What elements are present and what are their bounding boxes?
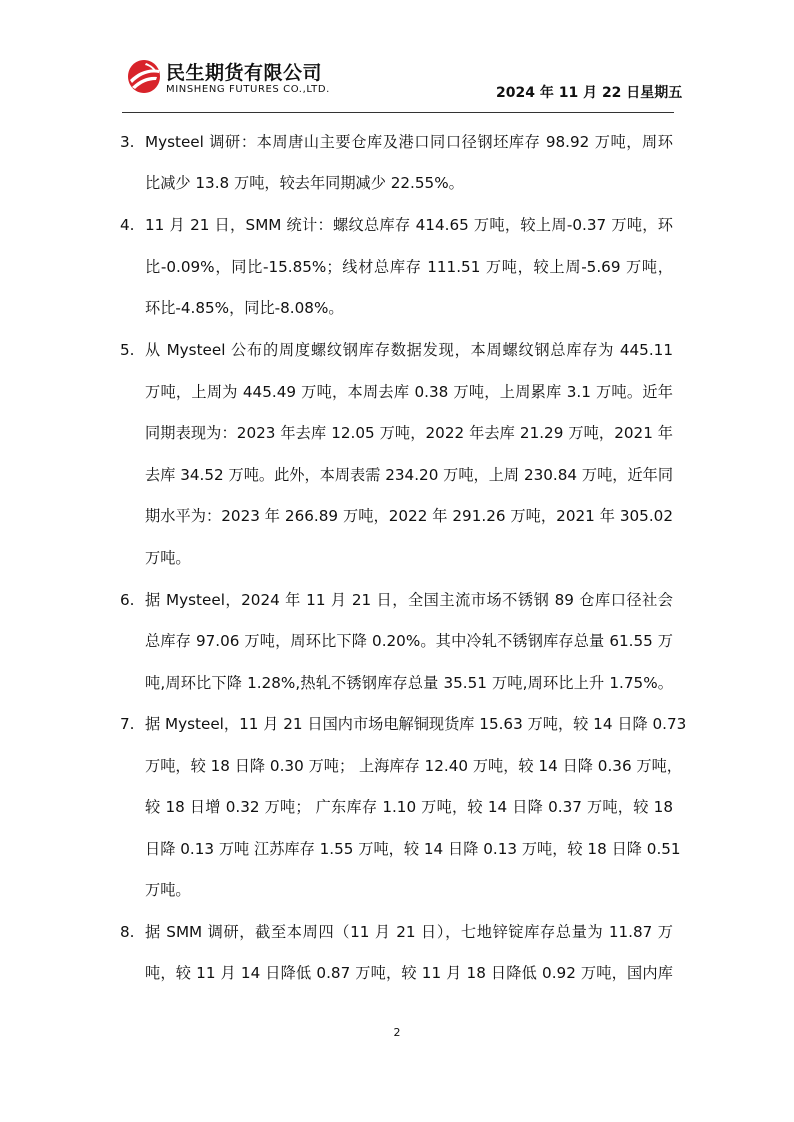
list-item-line: 万吨。 — [145, 549, 191, 567]
list-item-line: 吨,周环比下降 1.28%,热轧不锈钢库存总量 35.51 万吨,周环比上升 1.75%。 — [145, 674, 673, 692]
list-item-line: 从 Mysteel 公布的周度螺纹钢库存数据发现，本周螺纹钢总库存为 445.11 — [145, 341, 673, 359]
list-item-number: 6. — [120, 591, 135, 609]
list-item-line: 日降 0.13 万吨 江苏库存 1.55 万吨，较 14 日降 0.13 万吨，较 18 日降 0.51 — [145, 840, 681, 858]
list-item-line: 较 18 日增 0.32 万吨； 广东库存 1.10 万吨，较 14 日降 0.37 万吨，较 18 — [145, 798, 673, 816]
minsheng-logo-icon — [126, 58, 162, 96]
list-item-number: 7. — [120, 715, 135, 733]
list-item-line: 11 月 21 日，SMM 统计：螺纹总库存 414.65 万吨，较上周-0.37 万吨，环 — [145, 216, 673, 234]
list-item-line: Mysteel 调研：本周唐山主要仓库及港口同口径钢坯库存 98.92 万吨，周环 — [145, 133, 673, 151]
list-item-line: 同期表现为：2023 年去库 12.05 万吨，2022 年去库 21.29 万吨，2021 年 — [145, 424, 673, 442]
list-item-line: 据 Mysteel，11 月 21 日国内市场电解铜现货库 15.63 万吨，较 14 日降 0.73 — [145, 715, 687, 733]
list-item-number: 3. — [120, 133, 135, 151]
list-item-line: 环比-4.85%，同比-8.08%。 — [145, 299, 344, 317]
list-item-number: 4. — [120, 216, 135, 234]
list-item-line: 据 Mysteel，2024 年 11 月 21 日，全国主流市场不锈钢 89 仓库口径社会 — [145, 591, 673, 609]
company-name-en: MINSHENG FUTURES CO.,LTD. — [166, 84, 330, 95]
list-item-line: 万吨，上周为 445.49 万吨，本周去库 0.38 万吨，上周累库 3.1 万吨。近年 — [145, 383, 673, 401]
list-item-line: 万吨，较 18 日降 0.30 万吨； 上海库存 12.40 万吨，较 14 日降 0.36 万吨， — [145, 757, 682, 775]
list-item-number: 5. — [120, 341, 135, 359]
report-date: 2024 年 11 月 22 日星期五 — [496, 85, 683, 101]
list-item-line: 据 SMM 调研，截至本周四（11 月 21 日），七地锌锭库存总量为 11.87 万 — [145, 923, 673, 941]
list-item-line: 比-0.09%，同比-15.85%；线材总库存 111.51 万吨，较上周-5.69 万吨， — [145, 258, 673, 276]
list-item-line: 期水平为：2023 年 266.89 万吨，2022 年 291.26 万吨，2021 年 305.02 — [145, 507, 673, 525]
company-name-cn: 民生期货有限公司 — [166, 62, 323, 84]
page-number: 2 — [393, 1026, 401, 1039]
header-divider — [122, 112, 674, 113]
list-item-line: 总库存 97.06 万吨，周环比下降 0.20%。其中冷轧不锈钢库存总量 61.55 万 — [145, 632, 673, 650]
list-item-line: 吨，较 11 月 14 日降低 0.87 万吨，较 11 月 18 日降低 0.92 万吨，国内库 — [145, 964, 673, 982]
list-item-line: 比减少 13.8 万吨，较去年同期减少 22.55%。 — [145, 174, 464, 192]
list-item-number: 8. — [120, 923, 135, 941]
company-logo — [126, 56, 376, 102]
list-item-line: 去库 34.52 万吨。此外，本周表需 234.20 万吨，上周 230.84 万吨，近年同 — [145, 466, 674, 484]
list-item-line: 万吨。 — [145, 881, 191, 899]
